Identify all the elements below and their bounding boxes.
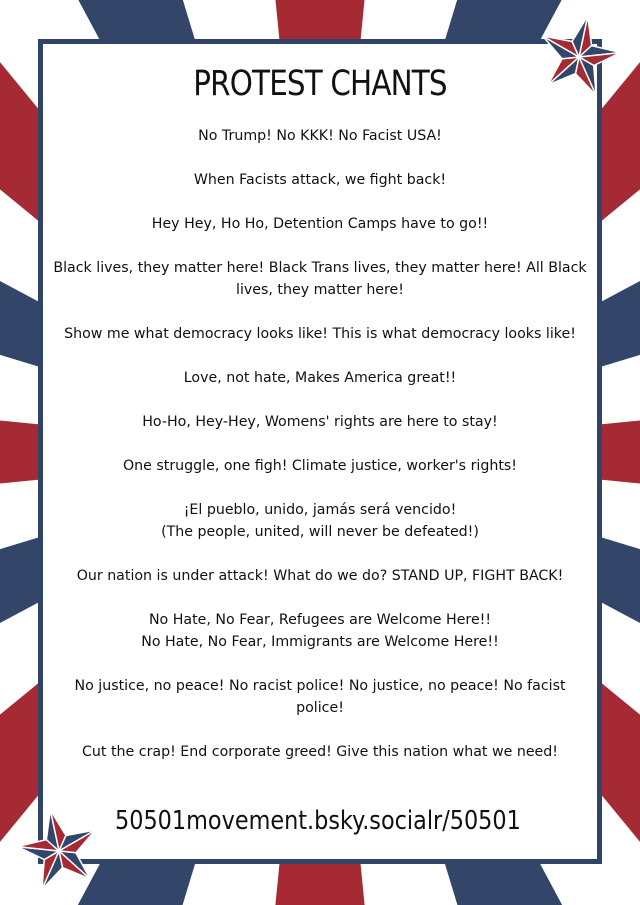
chant-item bbox=[52, 169, 588, 191]
chant-item bbox=[52, 675, 588, 719]
page-title: PROTEST CHANTS bbox=[193, 64, 447, 104]
chant-text: No Hate, No Fear, Immigrants are Welcome Here!! bbox=[141, 634, 499, 650]
subreddit-link[interactable]: r/50501 bbox=[433, 806, 521, 836]
chant-text: Our nation is under attack! What do we do? STAND UP, FIGHT BACK! bbox=[76, 568, 564, 584]
chant-text: No Hate, No Fear, Refugees are Welcome Here!! bbox=[148, 612, 492, 628]
chant-text: (The people, united, will never be defeated!) bbox=[161, 524, 479, 540]
bluesky-handle[interactable]: 50501movement.bsky.social bbox=[115, 806, 434, 836]
chant-text: Cut the crap! End corporate greed! Give this nation what we need! bbox=[82, 744, 558, 760]
star-icon bbox=[14, 806, 104, 896]
chant-text: One struggle, one figh! Climate justice, worker's rights! bbox=[122, 458, 517, 474]
chant-item bbox=[52, 323, 588, 345]
chant-item bbox=[52, 125, 588, 147]
chant-text: Love, not hate, Makes America great!! bbox=[183, 370, 457, 386]
chant-text: Show me what democracy looks like! This is what democracy looks like! bbox=[64, 326, 576, 342]
chant-text: Black lives, they matter here! Black Trans lives, they matter here! All Black lives, they matter here! bbox=[53, 260, 587, 298]
chant-item bbox=[52, 367, 588, 389]
chant-item bbox=[52, 411, 588, 433]
chant-item bbox=[52, 499, 588, 543]
chant-text: Ho-Ho, Hey-Hey, Womens' rights are here to stay! bbox=[142, 414, 498, 430]
chant-text: Hey Hey, Ho Ho, Detention Camps have to go!! bbox=[151, 216, 489, 232]
chant-text: ¡El pueblo, unido, jamás será vencido! bbox=[183, 502, 457, 518]
chant-item bbox=[52, 257, 588, 301]
chant-text: No justice, no peace! No racist police! No justice, no peace! No facist police! bbox=[74, 678, 566, 716]
chant-item bbox=[52, 455, 588, 477]
chant-item bbox=[52, 609, 588, 653]
chant-text: No Trump! No KKK! No Facist USA! bbox=[198, 128, 442, 144]
chant-text: When Facists attack, we fight back! bbox=[193, 172, 447, 188]
chant-item bbox=[52, 213, 588, 235]
chant-item bbox=[52, 741, 588, 763]
star-icon bbox=[534, 12, 624, 102]
chant-item bbox=[52, 565, 588, 587]
chant-list bbox=[52, 125, 588, 785]
